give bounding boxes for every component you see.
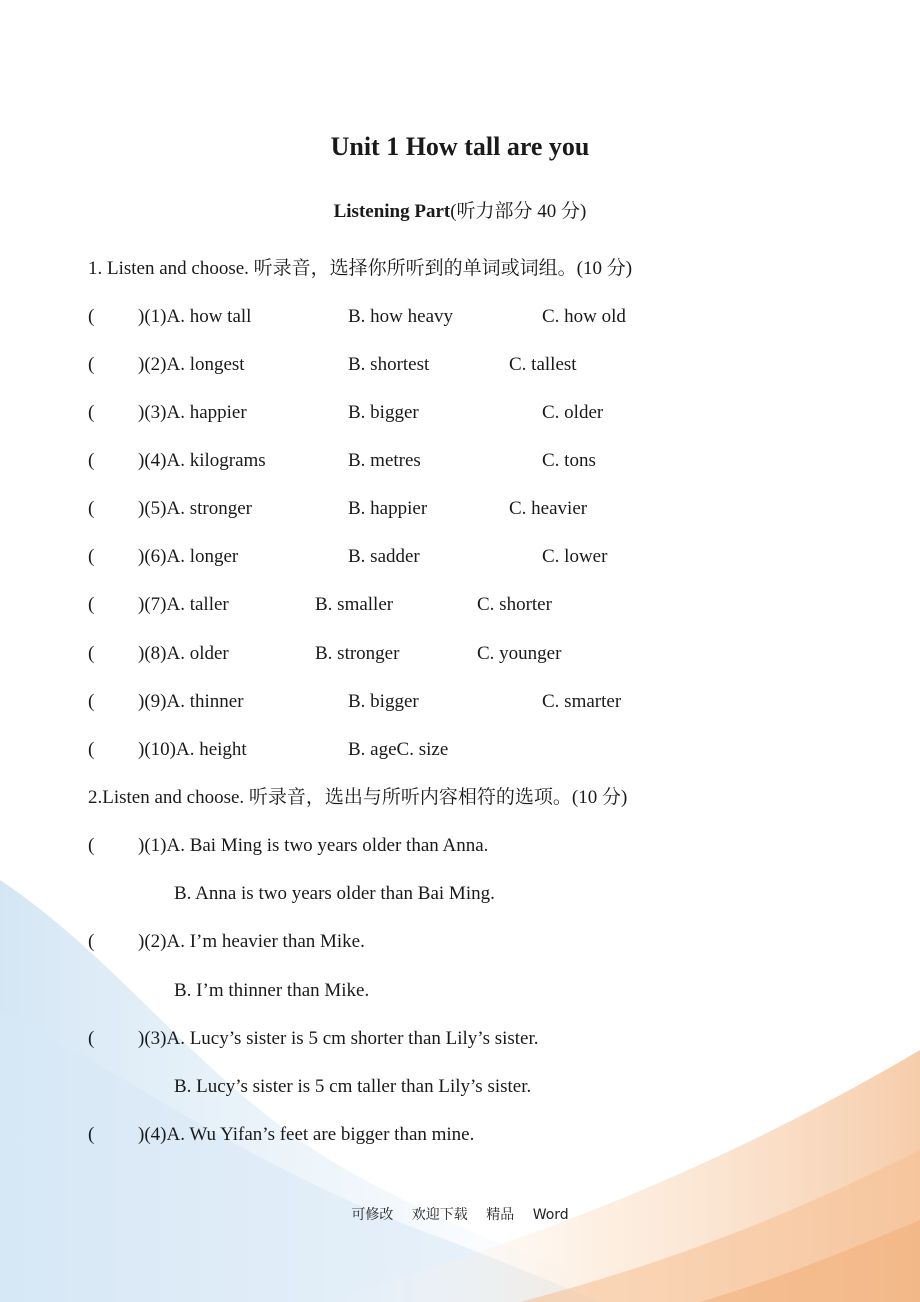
option-a: )(2)A. I’m heavier than Mike. bbox=[138, 931, 365, 952]
option-a: )(1)A. Bai Ming is two years older than Anna. bbox=[138, 835, 489, 856]
page-footer bbox=[0, 1204, 920, 1224]
option-c: C. smarter bbox=[542, 691, 622, 712]
option-a: )(1)A. how tall bbox=[138, 306, 252, 327]
answer-paren: ( bbox=[88, 739, 95, 760]
option-b: B. bigger bbox=[348, 402, 419, 423]
footer-download: 欢迎下载 bbox=[411, 1207, 468, 1223]
option-c: C. younger bbox=[477, 643, 562, 664]
option-a: )(9)A. thinner bbox=[138, 691, 244, 712]
answer-paren: ( bbox=[88, 931, 95, 952]
answer-paren: ( bbox=[88, 402, 95, 423]
option-a: )(7)A. taller bbox=[138, 594, 229, 615]
option-c: C. tons bbox=[542, 450, 596, 471]
page-subtitle bbox=[0, 196, 920, 223]
option-a: )(3)A. Lucy’s sister is 5 cm shorter than Lily’s sister. bbox=[138, 1028, 539, 1049]
option-b: B. how heavy bbox=[348, 306, 454, 327]
option-c: C. tallest bbox=[509, 354, 577, 375]
answer-paren: ( bbox=[88, 450, 95, 471]
answer-paren: ( bbox=[88, 594, 95, 615]
answer-paren: ( bbox=[88, 835, 95, 856]
s2-item-2-b: B. I’m thinner than Mike. bbox=[174, 980, 370, 1001]
option-a: )(6)A. longer bbox=[138, 546, 239, 567]
footer-quality: 精品 bbox=[486, 1207, 515, 1223]
option-c: C. heavier bbox=[509, 498, 588, 519]
answer-paren: ( bbox=[88, 643, 95, 664]
option-c: C. shorter bbox=[477, 594, 552, 615]
option-b: B. stronger bbox=[315, 643, 400, 664]
s2-item-3-b: B. Lucy’s sister is 5 cm taller than Lily’s sister. bbox=[174, 1076, 532, 1097]
option-c: C. how old bbox=[542, 306, 626, 327]
option-b: B. shortest bbox=[348, 354, 430, 375]
subtitle-rest: (听力部分 40 分) bbox=[450, 201, 587, 222]
answer-paren: ( bbox=[88, 306, 95, 327]
answer-paren: ( bbox=[88, 691, 95, 712]
page-title: Unit 1 How tall are you bbox=[330, 132, 590, 161]
section2-heading: 2.Listen and choose. 听录音，选出与所听内容相符的选项。(10 分) bbox=[88, 787, 628, 808]
section1-heading: 1. Listen and choose. 听录音，选择你所听到的单词或词组。(10 分) bbox=[88, 258, 633, 279]
option-a: )(10)A. height bbox=[138, 739, 247, 760]
option-c: C. lower bbox=[542, 546, 608, 567]
answer-paren: ( bbox=[88, 498, 95, 519]
option-b: B. metres bbox=[348, 450, 421, 471]
answer-paren: ( bbox=[88, 1028, 95, 1049]
option-a: )(3)A. happier bbox=[138, 402, 247, 423]
option-a: )(2)A. longest bbox=[138, 354, 245, 375]
option-a: )(8)A. older bbox=[138, 643, 229, 664]
subtitle-bold: Listening Part bbox=[333, 201, 451, 222]
option-b: B. happier bbox=[348, 498, 428, 519]
footer-word: Word bbox=[532, 1207, 569, 1223]
option-b: B. sadder bbox=[348, 546, 420, 567]
answer-paren: ( bbox=[88, 1124, 95, 1145]
s2-item-1-b: B. Anna is two years older than Bai Ming. bbox=[174, 883, 495, 904]
option-a: )(4)A. kilograms bbox=[138, 450, 266, 471]
answer-paren: ( bbox=[88, 354, 95, 375]
option-a: )(5)A. stronger bbox=[138, 498, 252, 519]
footer-editable: 可修改 bbox=[351, 1207, 394, 1223]
option-a: )(4)A. Wu Yifan’s feet are bigger than mine. bbox=[138, 1124, 475, 1145]
option-c: C. older bbox=[542, 402, 604, 423]
option-b: B. smaller bbox=[315, 594, 394, 615]
option-b: B. ageC. size bbox=[348, 739, 449, 760]
option-b: B. bigger bbox=[348, 691, 419, 712]
answer-paren: ( bbox=[88, 546, 95, 567]
